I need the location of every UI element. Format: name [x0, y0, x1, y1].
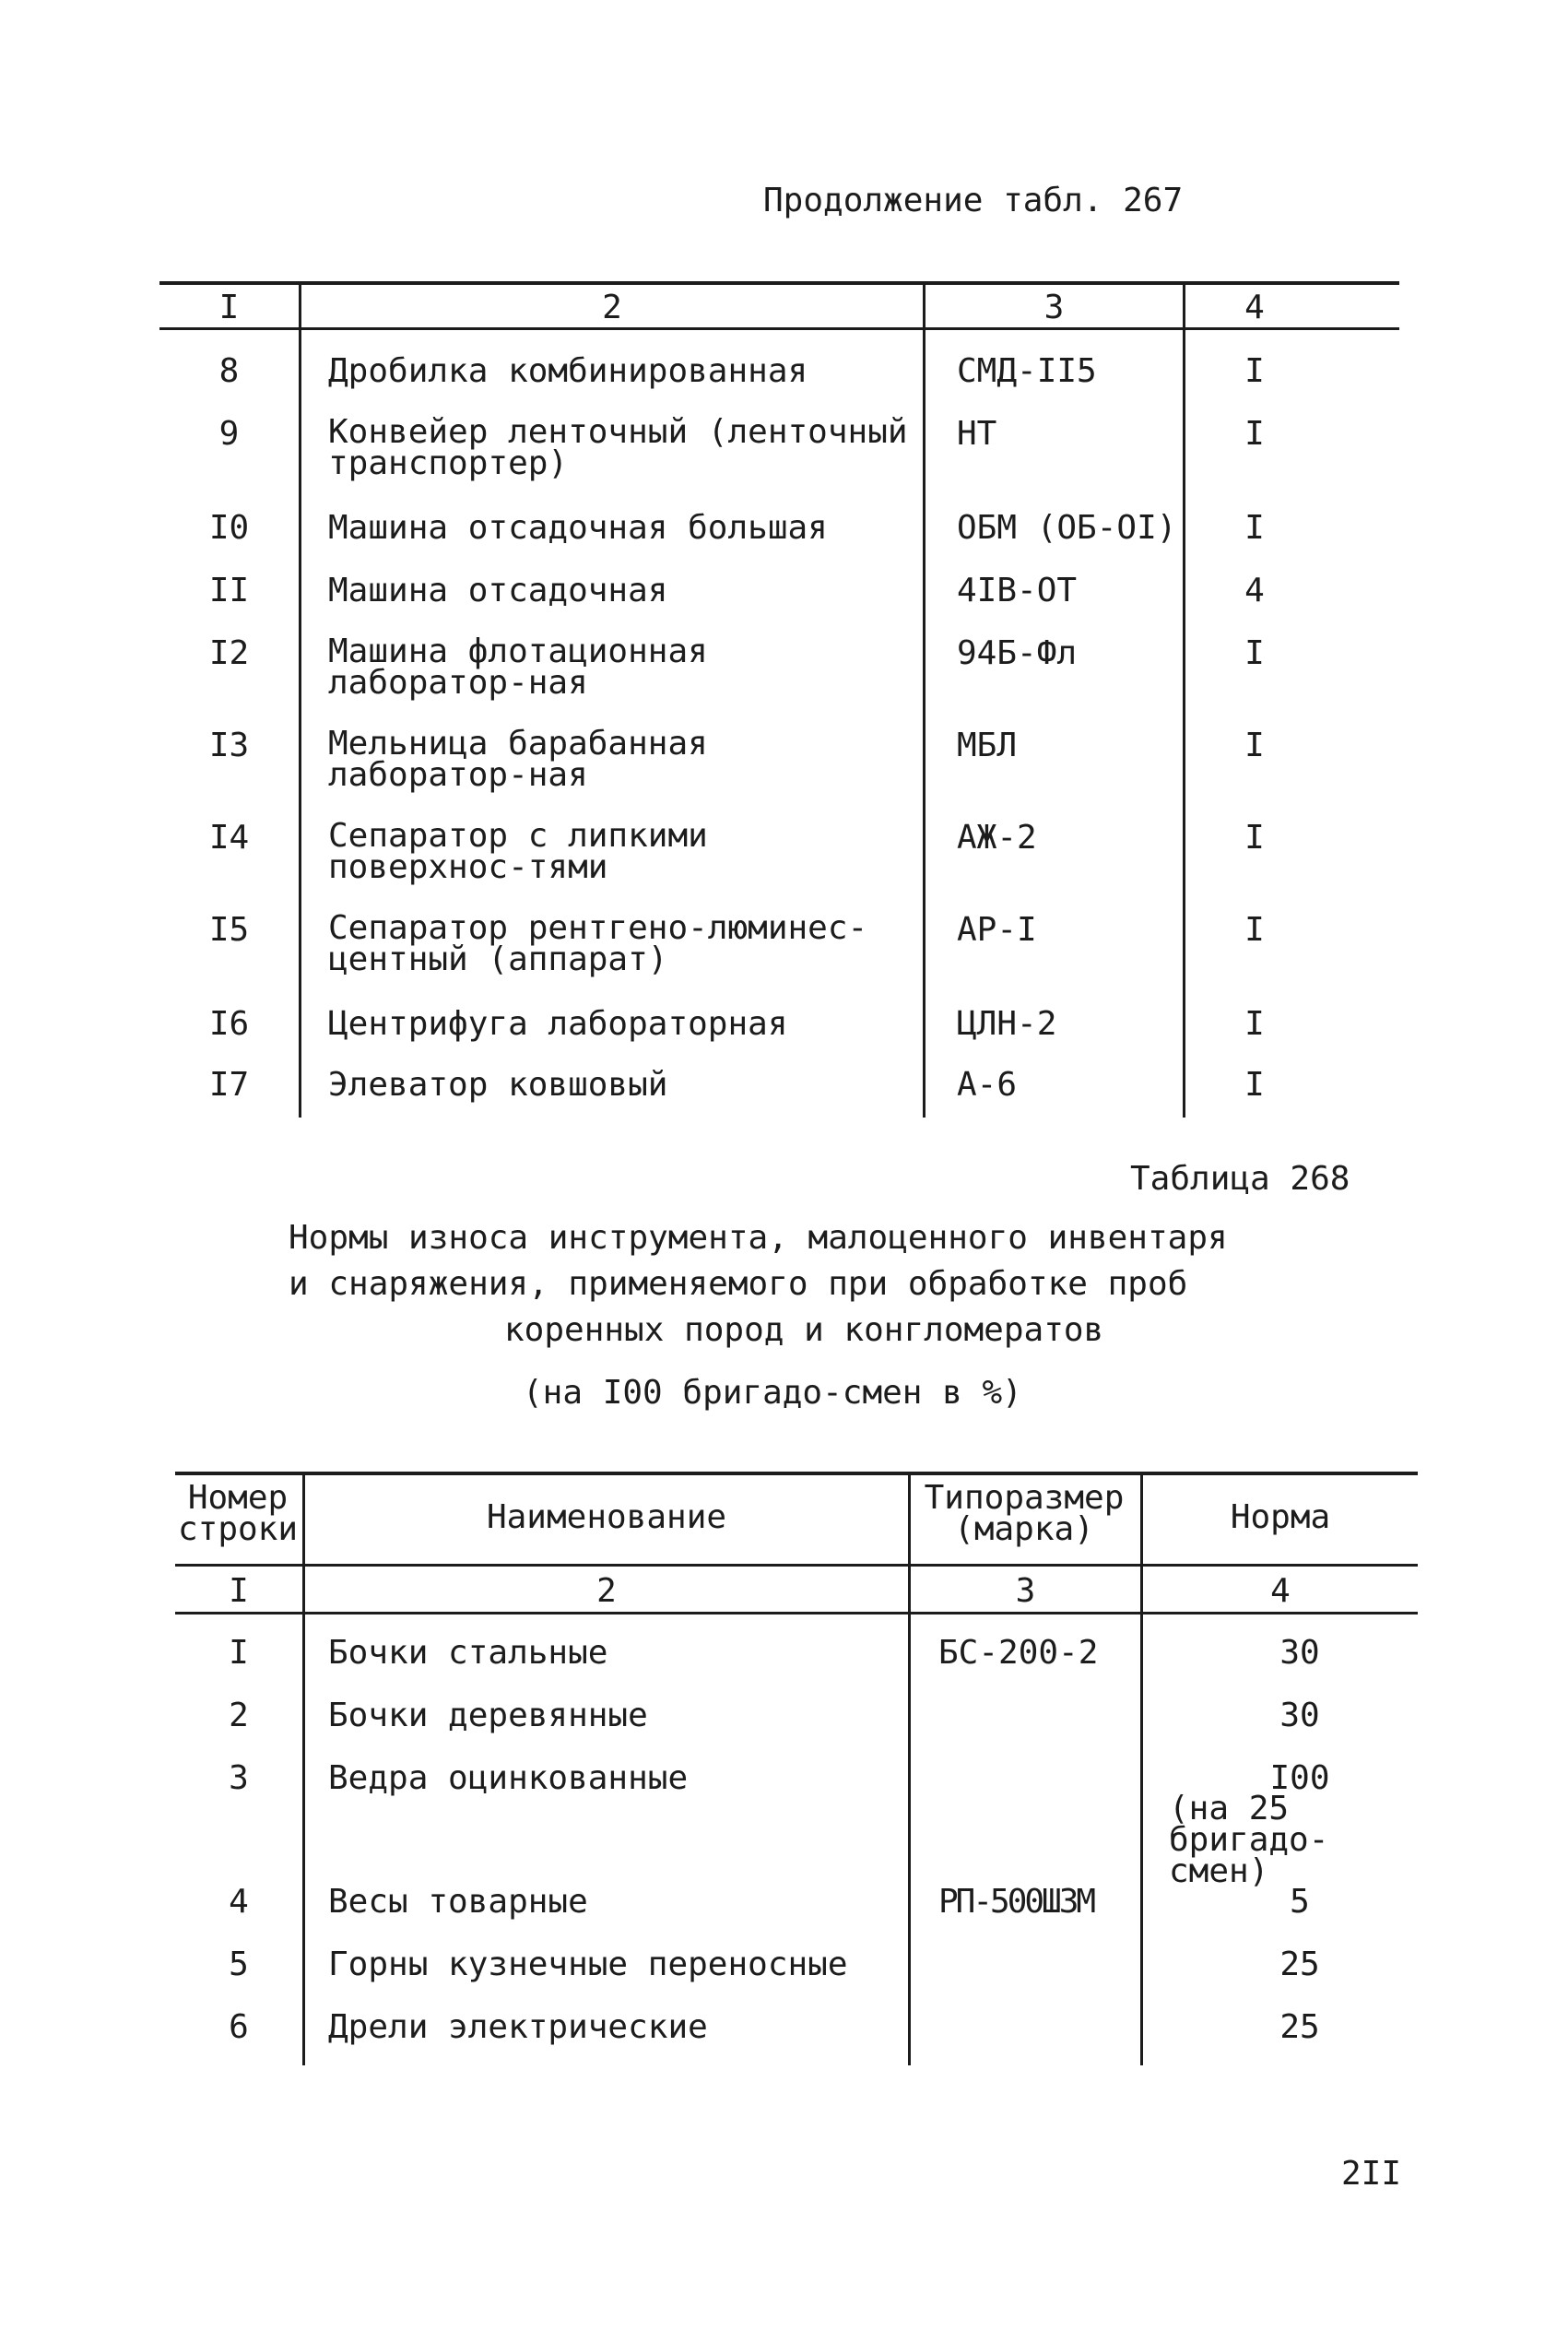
- column-header: I: [218, 289, 240, 326]
- row-type: 4IВ-ОТ: [957, 572, 1078, 609]
- row-type: АР-I: [957, 911, 1037, 949]
- row-norm: 5: [1290, 1883, 1310, 1921]
- table-label: Таблица 268: [1130, 1160, 1350, 1198]
- table-header-rule: [175, 1564, 1418, 1567]
- row-number: 8: [218, 352, 240, 390]
- row-type: БС-200-2: [938, 1634, 1099, 1672]
- row-type: СМД-II5: [957, 352, 1097, 390]
- column-header-row-number: Номер строки: [177, 1479, 299, 1548]
- row-quantity: I: [1244, 727, 1265, 764]
- row-type: МБЛ: [957, 727, 1018, 764]
- column-divider: [923, 283, 925, 1118]
- column-header-number: 3: [1015, 1572, 1036, 1610]
- column-header-number: 4: [1270, 1572, 1291, 1610]
- column-divider: [302, 1473, 305, 2065]
- row-type: РП-500Ш3М: [938, 1883, 1094, 1921]
- row-name: Мельница барабанная лаборатор-ная: [328, 725, 708, 794]
- column-header-name: Наименование: [486, 1498, 727, 1536]
- row-norm: 25: [1279, 1946, 1320, 1983]
- column-header-number: 2: [596, 1572, 617, 1610]
- row-number: II: [208, 572, 250, 609]
- row-quantity: I: [1244, 1005, 1265, 1043]
- row-type: НТ: [957, 415, 997, 453]
- row-quantity: I: [1244, 634, 1265, 672]
- row-number: 6: [229, 2008, 249, 2046]
- table-title-line: коренных пород и конгломератов: [504, 1311, 1104, 1349]
- row-norm: 30: [1279, 1634, 1320, 1672]
- row-type: АЖ-2: [957, 819, 1037, 857]
- table-top-rule: [175, 1472, 1418, 1475]
- column-header: 4: [1244, 289, 1265, 326]
- row-norm-note: (на 25 бригадо-смен): [1169, 1790, 1329, 1890]
- row-name: Конвейер ленточный (ленточный транспортер): [328, 413, 908, 482]
- row-type: ОБМ (ОБ-ОI): [957, 509, 1177, 547]
- row-number: I: [229, 1634, 249, 1672]
- row-name: Бочки стальные: [328, 1634, 608, 1672]
- page-number: 2II: [1341, 2155, 1402, 2193]
- row-quantity: I: [1244, 911, 1265, 949]
- row-name: Бочки деревянные: [328, 1697, 648, 1734]
- row-quantity: I: [1244, 509, 1265, 547]
- row-name: Машина отсадочная: [328, 572, 668, 609]
- table-header-rule: [159, 327, 1399, 330]
- row-type: ЦЛН-2: [957, 1005, 1057, 1043]
- row-number: I2: [208, 634, 250, 672]
- row-name: Горны кузнечные переносные: [328, 1946, 848, 1983]
- column-divider: [1140, 1473, 1143, 2065]
- row-type: 94Б-Фл: [957, 634, 1078, 672]
- row-name: Сепаратор рентгено-люминес-центный (аппарат): [328, 909, 868, 978]
- row-name: Элеватор ковшовый: [328, 1066, 668, 1104]
- column-header: 2: [602, 289, 622, 326]
- column-header: 3: [1043, 289, 1065, 326]
- column-divider: [1183, 283, 1185, 1118]
- row-number: I4: [208, 819, 250, 857]
- row-name: Сепаратор с липкими поверхнос-тями: [328, 817, 708, 886]
- row-norm: 25: [1279, 2008, 1320, 2046]
- table-header-rule: [175, 1612, 1418, 1614]
- continuation-title: Продолжение табл. 267: [763, 182, 1184, 219]
- row-quantity: I: [1244, 1066, 1265, 1104]
- row-name: Весы товарные: [328, 1883, 588, 1921]
- row-number: I0: [208, 509, 250, 547]
- row-name: Машина флотационная лаборатор-ная: [328, 633, 708, 702]
- table-subtitle: (на I00 бригадо-смен в %): [523, 1374, 1022, 1412]
- row-quantity: I: [1244, 352, 1265, 390]
- row-type: А-6: [957, 1066, 1018, 1104]
- column-header-type: Типоразмер (марка): [924, 1479, 1125, 1548]
- row-name: Ведра оцинкованные: [328, 1759, 689, 1797]
- row-norm: I00: [1269, 1759, 1330, 1797]
- row-number: I3: [208, 727, 250, 764]
- row-number: 9: [218, 415, 240, 453]
- row-number: I6: [208, 1005, 250, 1043]
- row-quantity: I: [1244, 415, 1265, 453]
- row-name: Дробилка комбинированная: [328, 352, 808, 390]
- row-norm: 30: [1279, 1697, 1320, 1734]
- row-name: Дрели электрические: [328, 2008, 708, 2046]
- row-number: 4: [229, 1883, 249, 1921]
- row-number: 2: [229, 1697, 249, 1734]
- column-header-norm: Норма: [1230, 1498, 1331, 1536]
- row-number: 3: [229, 1759, 249, 1797]
- row-number: I5: [208, 911, 250, 949]
- column-divider: [908, 1473, 911, 2065]
- row-quantity: 4: [1244, 572, 1265, 609]
- table-title-line: и снаряжения, применяемого при обработке проб: [289, 1265, 1188, 1303]
- column-header-number: I: [229, 1572, 249, 1610]
- column-divider: [299, 283, 301, 1118]
- row-number: I7: [208, 1066, 250, 1104]
- row-name: Центрифуга лабораторная: [328, 1005, 788, 1043]
- row-name: Машина отсадочная большая: [328, 509, 828, 547]
- table-title-line: Нормы износа инструмента, малоценного инвентаря: [289, 1219, 1228, 1257]
- row-number: 5: [229, 1946, 249, 1983]
- table-top-rule: [159, 281, 1399, 285]
- row-quantity: I: [1244, 819, 1265, 857]
